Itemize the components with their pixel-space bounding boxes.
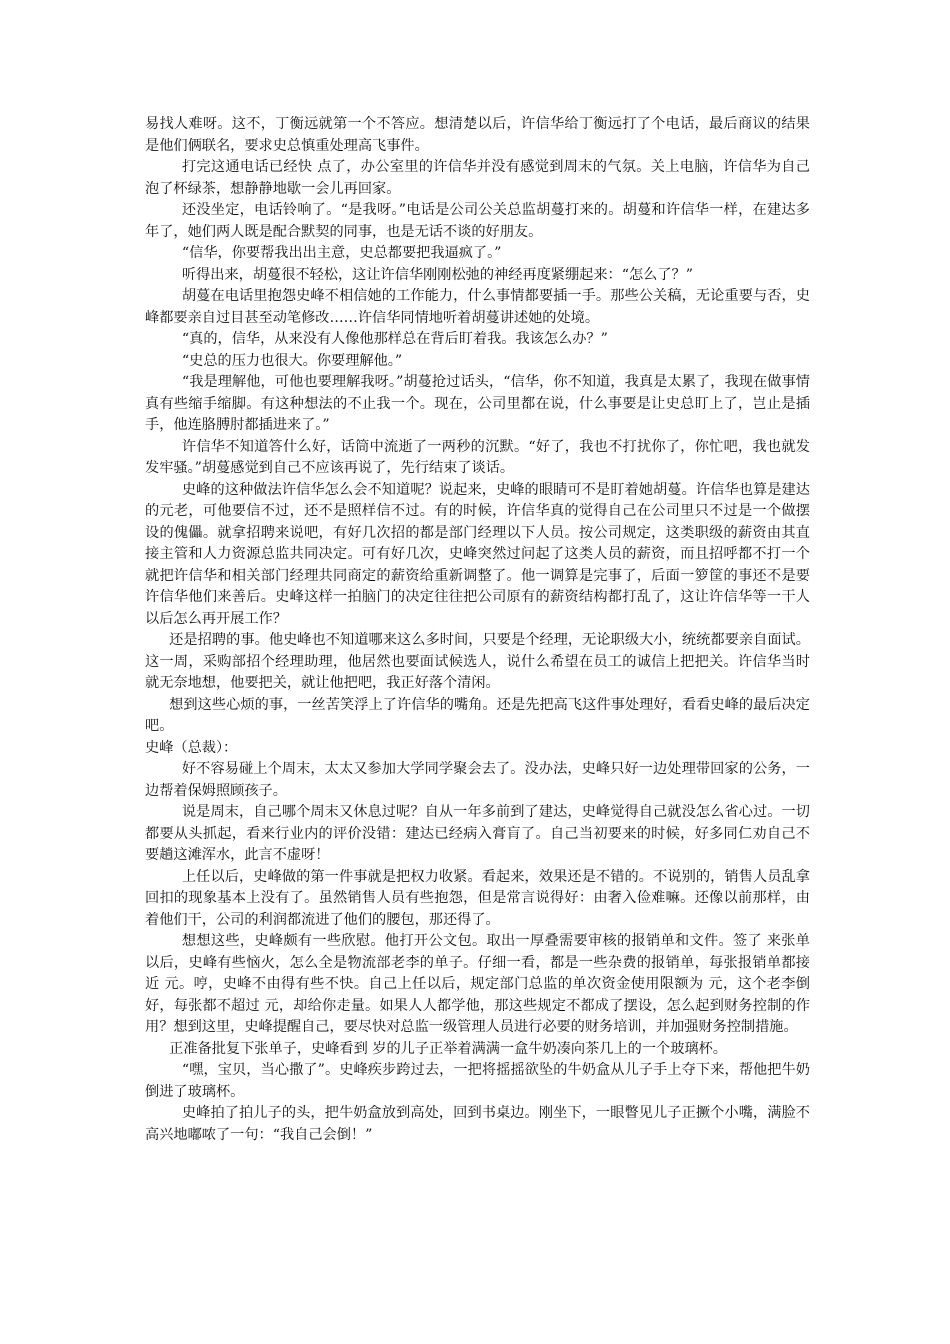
paragraph: “真的，信华，从来没有人像他那样总在背后盯着我。我该怎么办？” <box>181 331 608 347</box>
paragraph: 易找人难呀。这不，丁衡远就第一个不答应。想清楚以后，许信华给丁衡远打了个电话，最后商议的结果是他们俩联名，要求史总慎重处理高飞事件。 <box>145 116 810 154</box>
section-heading: 史峰（总裁）： <box>145 739 238 756</box>
paragraph: 还没坐定，电话铃响了。“是我呀。”电话是公司公关总监胡蔓打来的。胡蔓和许信华一样，在建达多年了，她们两人既是配合默契的同事，也是无话不谈的好朋友。 <box>145 202 810 240</box>
paragraph: 还是招聘的事。他史峰也不知道哪来这么多时间，只要是个经理，无论职级大小，统统都要亲自面试。这一周，采购部招个经理助理，他居然也要面试候选人，说什么希望在员工的诚信上把把关。许信华当时就无奈地想，他要把关，就让他把吧，我正好落个清闲。 <box>145 632 810 691</box>
paragraph: “信华，你要帮我出出主意，史总都要把我逼疯了。” <box>181 245 502 261</box>
paragraph: “史总的压力也很大。你要理解他。” <box>181 352 403 369</box>
paragraph: 听得出来，胡蔓很不轻松，这让许信华刚刚松弛的神经再度紧绷起来：“怎么了？” <box>181 266 693 283</box>
paragraph: 正准备批复下张单子，史峰看到 岁的儿子正举着满满一盒牛奶凑向茶几上的一个玻璃杯。 <box>169 1040 727 1057</box>
paragraph: “我是理解他，可他也要理解我呀。”胡蔓抢过话头，“信华，你不知道，我真是太累了，我现在做事情真有些缩手缩脚。有这种想法的不止我一个。现在，公司里都在说，什么事要是让史总盯上了，岂止是插手，他连胳膊肘都插进来了。” <box>145 374 810 433</box>
paragraph: 许信华不知道答什么好，话筒中流逝了一两秒的沉默。“好了，我也不打扰你了，你忙吧，我也就发发牢骚。”胡蔓感觉到自己不应该再说了，先行结束了谈话。 <box>145 438 810 476</box>
paragraph: 上任以后，史峰做的第一件事就是把权力收紧。看起来，效果还是不错的。不说别的，销售人员乱拿回扣的现象基本上没有了。虽然销售人员有些抱怨，但是常言说得好：由奢入俭难嘛。还像以前那样，由着他们干，公司的利润都流进了他们的腰包，那还得了。 <box>145 868 810 928</box>
document-body <box>145 114 810 1146</box>
paragraph: 史峰拍了拍儿子的头，把牛奶盒放到高处，回到书桌边。刚坐下，一眼瞥见儿子正撅个小嘴，满脸不高兴地嘟哝了一句：“我自己会倒！” <box>145 1105 810 1143</box>
paragraph: 想到这些心烦的事，一丝苦笑浮上了许信华的嘴角。还是先把高飞这件事处理好，看看史峰的最后决定吧。 <box>145 696 810 734</box>
paragraph: 想想这些，史峰颇有一些欣慰。他打开公文包。取出一厚叠需要审核的报销单和文件。签了 来张单以后，史峰有些恼火，怎么全是物流部老李的单子。仔细一看，都是一些杂费的报销单，每张报销单都接近 元。哼，史峰不由得有些不快。自己上任以后，规定部门总监的单次资金使用限额为 元，这个老李倒好，每张都不超过 元，却给你走量。如果人人都学他，那这些规定不都成了摆设，怎么起到财务控制的作用？想到这里，史峰提醒自己，要尽快对总监一级管理人员进行必要的财务培训，并加强财务控制措施。 <box>145 933 810 1035</box>
paragraph: 打完这通电话已经快 点了，办公室里的许信华并没有感觉到周末的气氛。关上电脑，许信华为自己泡了杯绿茶，想静静地歇一会儿再回家。 <box>145 159 810 197</box>
paragraph: “嘿，宝贝，当心撒了”。史峰疾步跨过去，一把将摇摇欲坠的牛奶盒从儿子手上夺下来，帮他把牛奶倒进了玻璃杯。 <box>145 1062 810 1100</box>
paragraph: 说是周末，自己哪个周末又休息过呢？自从一年多前到了建达，史峰觉得自己就没怎么省心过。一切都要从头抓起，看来行业内的评价没错：建达已经病入膏肓了。自己当初要来的时候，好多同仁劝自己不要趟这滩浑水，此言不虚呀！ <box>145 804 810 863</box>
paragraph: 胡蔓在电话里抱怨史峰不相信她的工作能力，什么事情都要插一手。那些公关稿，无论重要与否，史峰都要亲自过目甚至动笔修改……许信华同情地听着胡蔓讲述她的处境。 <box>145 288 810 326</box>
paragraph: 好不容易碰上个周末，太太又参加大学同学聚会去了。没办法，史峰只好一边处理带回家的公务，一边帮着保姆照顾孩子。 <box>145 761 810 799</box>
paragraph: 史峰的这种做法许信华怎么会不知道呢？说起来，史峰的眼睛可不是盯着她胡蔓。许信华也算是建达的元老，可他要信不过，还不是照样信不过。有的时候，许信华真的觉得自己在公司里只不过是一个做摆设的傀儡。就拿招聘来说吧，有好几次招的都是部门经理以下人员。按公司规定，这类职级的薪资由其直接主管和人力资源总监共同决定。可有好几次，史峰突然过问起了这类人员的薪资，而且招呼都不打一个就把许信华和相关部门经理共同商定的薪资给重新调整了。他一调算是完事了，后面一箩筐的事还不是要许信华他们来善后。史峰这样一拍脑门的决定往往把公司原有的薪资结构都打乱了，这让许信华等一干人以后怎么再开展工作？ <box>145 481 810 627</box>
